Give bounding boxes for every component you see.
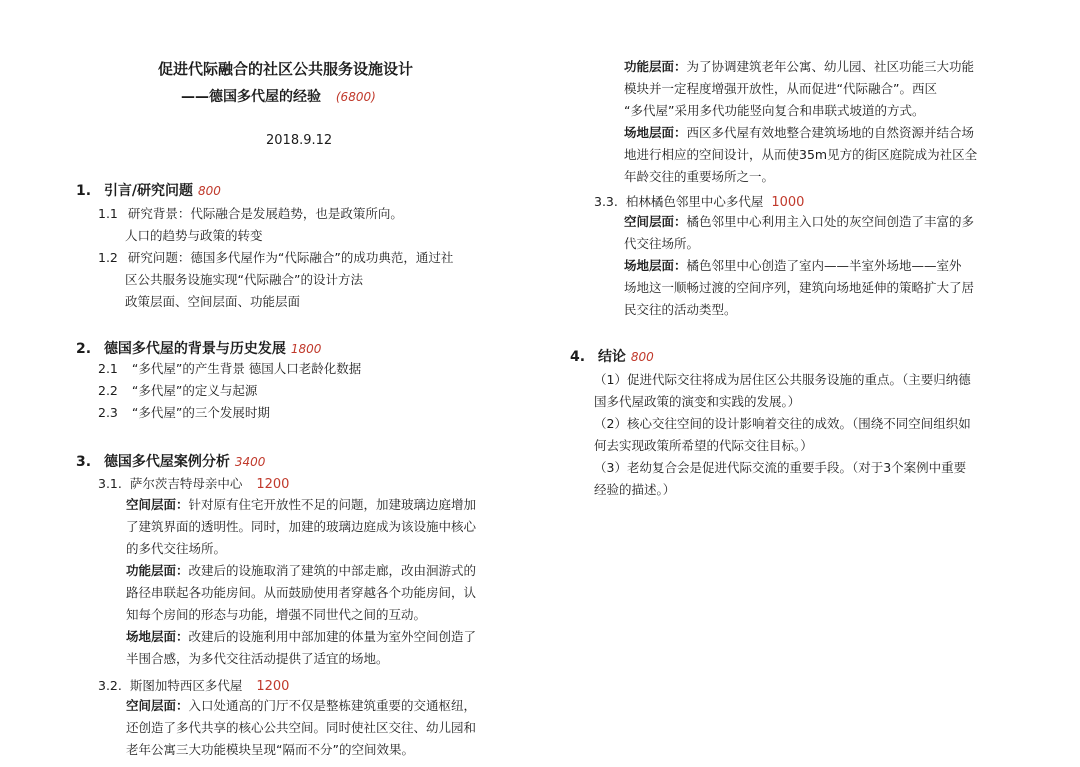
case-title: 柏林橘色邻里中心多代屋 [625, 194, 764, 209]
case-word-count: 1200 [256, 477, 290, 492]
section-word-count: 3400 [234, 455, 266, 469]
case-3-3-heading [594, 192, 804, 210]
case-3-2-body-part2 [624, 56, 977, 188]
case-title: 斯图加特西区多代屋 [129, 678, 243, 693]
document-title: 促进代际融合的社区公共服务设施设计 [158, 60, 414, 78]
text-line: 入口处通高的门厅不仅是整栋建筑重要的交通枢纽， [188, 698, 477, 713]
text-line: 国多代屋政策的演变和实践的发展。） [594, 394, 801, 409]
text-line: 民交往的活动类型。 [624, 302, 737, 317]
text-line: 的多代交往场所。 [126, 541, 227, 556]
section-number: 3. [76, 454, 92, 470]
text-line: 年龄交往的重要场所之一。 [624, 169, 775, 184]
text-line: 改建后的设施取消了建筑的中部走廊，改由洄游式的 [188, 563, 477, 578]
text-line: 改建后的设施利用中部加建的体量为室外空间创造了 [188, 629, 477, 644]
section-number: 1. [76, 183, 92, 199]
text-line: 针对原有住宅开放性不足的问题，加建玻璃边庭增加 [188, 497, 477, 512]
paragraph-label: 功能层面： [126, 563, 189, 578]
case-3-3-body [624, 211, 974, 321]
subsection-number: 2.3 [98, 405, 118, 420]
subsection-number: 1.2 [98, 250, 118, 265]
section-word-count: 800 [630, 350, 654, 364]
section-4-heading [570, 346, 654, 366]
text-line: “多代屋”的定义与起源 [131, 383, 258, 398]
paragraph-label: 空间层面： [126, 698, 189, 713]
case-3-2-heading [98, 676, 289, 694]
case-word-count: 1000 [771, 195, 805, 210]
subsection-number: 3.1. [98, 476, 122, 491]
text-line: 知每个房间的形态与功能，增强不同世代之间的互动。 [126, 607, 427, 622]
text-line: 区公共服务设施实现“代际融合”的设计方法 [125, 272, 363, 287]
section-1-heading [76, 180, 221, 200]
paragraph-label: 场地层面： [126, 629, 189, 644]
document-date: 2018.9.12 [266, 133, 333, 148]
case-3-1-heading [98, 474, 289, 492]
text-line: 人口的趋势与政策的转变 [125, 228, 263, 243]
text-line: 何去实现政策所希望的代际交往目标。） [594, 438, 813, 453]
section-number: 2. [76, 341, 92, 357]
text-line: 路径串联起各功能房间。从而鼓励使用者穿越各个功能房间，认 [126, 585, 477, 600]
text-line: 研究背景：代际融合是发展趋势，也是政策所向。 [127, 206, 403, 221]
text-line: 西区多代屋有效地整合建筑场地的自然资源并结合场 [686, 125, 975, 140]
text-line: 场地这一顺畅过渡的空间序列，建筑向场地延伸的策略扩大了居 [624, 280, 975, 295]
text-line: 还创造了多代共享的核心公共空间。同时使社区交往、幼儿园和 [126, 720, 477, 735]
section-title: 结论 [597, 349, 626, 365]
document-subtitle [181, 86, 376, 106]
text-line: 政策层面、空间层面、功能层面 [125, 294, 301, 309]
section-word-count: 1800 [290, 342, 322, 356]
text-line: 地进行相应的空间设计，从而使35m见方的街区庭院成为社区全 [624, 147, 978, 162]
section-title: 德国多代屋的背景与历史发展 [103, 341, 286, 357]
text-line: 橘色邻里中心创造了室内——半室外场地——室外 [686, 258, 962, 273]
subtitle-text: ——德国多代屋的经验 [181, 89, 321, 105]
text-line: 橘色邻里中心利用主入口处的灰空间创造了丰富的多 [686, 214, 975, 229]
subsection-number: 2.1 [98, 361, 118, 376]
text-line: “多代屋”的产生背景 德国人口老龄化数据 [131, 361, 362, 376]
section-title: 引言/研究问题 [103, 183, 194, 199]
paragraph-label: 功能层面： [624, 59, 687, 74]
case-3-2-body-part1 [126, 695, 476, 761]
text-line: 为了协调建筑老年公寓、幼儿园、社区功能三大功能 [686, 59, 975, 74]
text-line: “多代屋”的三个发展时期 [131, 405, 270, 420]
case-word-count: 1200 [256, 679, 290, 694]
conclusion-body [594, 369, 971, 501]
text-line: 研究问题：德国多代屋作为“代际融合”的成功典范，通过社 [127, 250, 454, 265]
subsection-1-1 [98, 203, 403, 247]
subsection-number: 2.2 [98, 383, 118, 398]
text-line: 老年公寓三大功能模块呈现“隔而不分”的空间效果。 [126, 742, 414, 757]
subsection-number: 3.3. [594, 194, 618, 209]
text-line: （2）核心交往空间的设计影响着交往的成效。（围绕不同空间组织如 [594, 416, 971, 431]
text-line: 经验的描述。） [594, 482, 676, 497]
text-line: 代交往场所。 [624, 236, 700, 251]
section-3-heading [76, 451, 265, 471]
case-3-1-body [126, 494, 476, 670]
text-line: （3）老幼复合会是促进代际交流的重要手段。（对于3个案例中重要 [594, 460, 967, 475]
paragraph-label: 场地层面： [624, 125, 687, 140]
subtitle-word-count: (6800) [335, 90, 376, 104]
section-2-heading [76, 338, 321, 358]
paragraph-label: 空间层面： [624, 214, 687, 229]
text-line: （1）促进代际交往将成为居住区公共服务设施的重点。（主要归纳德 [594, 372, 971, 387]
section-title: 德国多代屋案例分析 [103, 454, 230, 470]
subsection-number: 3.2. [98, 678, 122, 693]
text-line: 模块并一定程度增强开放性，从而促进“代际融合”。西区 [624, 81, 937, 96]
section-word-count: 800 [197, 184, 221, 198]
text-line: “多代屋”采用多代功能竖向复合和串联式坡道的方式。 [624, 103, 925, 118]
section-number: 4. [570, 349, 586, 365]
subsection-number: 1.1 [98, 206, 118, 221]
case-title: 萨尔茨吉特母亲中心 [129, 476, 243, 491]
text-line: 了建筑界面的透明性。同时，加建的玻璃边庭成为该设施中核心 [126, 519, 477, 534]
text-line: 半围合感，为多代交往活动提供了适宜的场地。 [126, 651, 389, 666]
subsection-1-2 [98, 247, 453, 313]
paragraph-label: 场地层面： [624, 258, 687, 273]
paragraph-label: 空间层面： [126, 497, 189, 512]
section-2-items [98, 358, 361, 424]
